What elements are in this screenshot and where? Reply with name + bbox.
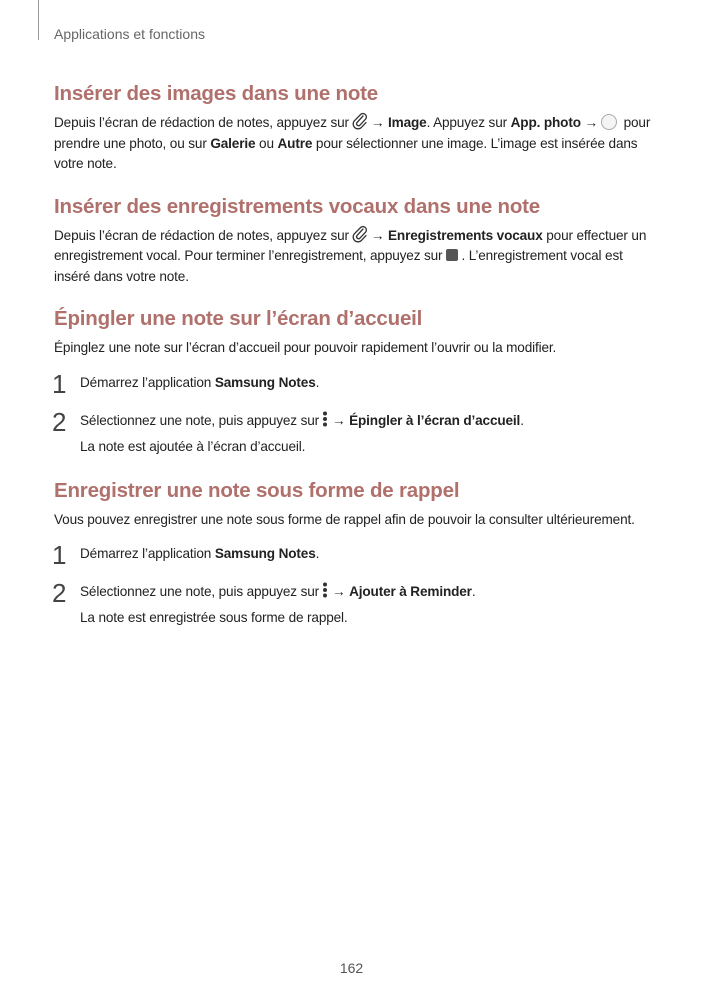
step-item [52,368,654,399]
step-number: 2 [52,578,67,608]
paperclip-icon [352,112,368,130]
step-note: La note est ajoutée à l’écran d’accueil. [80,438,306,454]
section-insert-images [54,82,654,175]
step-note: La note est enregistrée sous forme de rappel. [80,610,348,625]
step-text: Démarrez l’application Samsung Notes. [80,546,320,561]
step-text: Démarrez l’application Samsung Notes. [80,374,320,390]
page-header: Applications et fonctions [54,26,205,42]
step-text: Sélectionnez une note, puis appuyez sur → Ajouter à Reminder. [80,584,476,599]
step-item [52,406,654,457]
section-intro: Épinglez une note sur l’écran d’accueil pour pouvoir rapidement l’ouvrir ou la modifier. [54,340,557,355]
step-number: 1 [52,368,67,399]
header-rule [38,0,39,40]
section-title: Enregistrer une note sous forme de rappel [54,478,460,502]
page-content [54,82,654,628]
section-title: Insérer des enregistrements vocaux dans une note [54,194,540,218]
stop-icon [446,249,458,261]
step-number: 1 [52,540,67,570]
section-save-reminder [54,479,654,629]
section-paragraph: Depuis l’écran de rédaction de notes, appuyez sur → Enregistrements vocaux pour effectuer un enregistrement vocal. Pour terminer l’enregistrement, appuyez sur . L’enregistrement vocal est inséré dans votre note. [54,226,654,288]
paperclip-icon [352,225,368,243]
step-item [52,540,654,570]
step-number: 2 [52,406,67,437]
section-paragraph: Depuis l’écran de rédaction de notes, appuyez sur → Image. Appuyez sur App. photo → pour prendre une photo, ou sur Galerie ou Autre pour sélectionner une image. L’image est insérée dans votre note. [54,113,654,175]
page-number: 162 [339,960,364,976]
section-title: Épingler une note sur l’écran d’accueil [54,307,423,330]
more-options-icon [322,582,328,598]
section-insert-audio [54,195,654,288]
shutter-icon [601,114,617,130]
more-options-icon [322,411,328,427]
step-list [52,540,654,628]
step-item [52,578,654,628]
section-pin-note [54,307,654,457]
section-intro: Vous pouvez enregistrer une note sous forme de rappel afin de pouvoir la consulter ultérieurement. [54,511,635,527]
step-list [52,368,654,457]
step-text: Sélectionnez une note, puis appuyez sur → Épingler à l’écran d’accueil. [80,412,524,428]
section-title: Insérer des images dans une note [54,82,378,105]
